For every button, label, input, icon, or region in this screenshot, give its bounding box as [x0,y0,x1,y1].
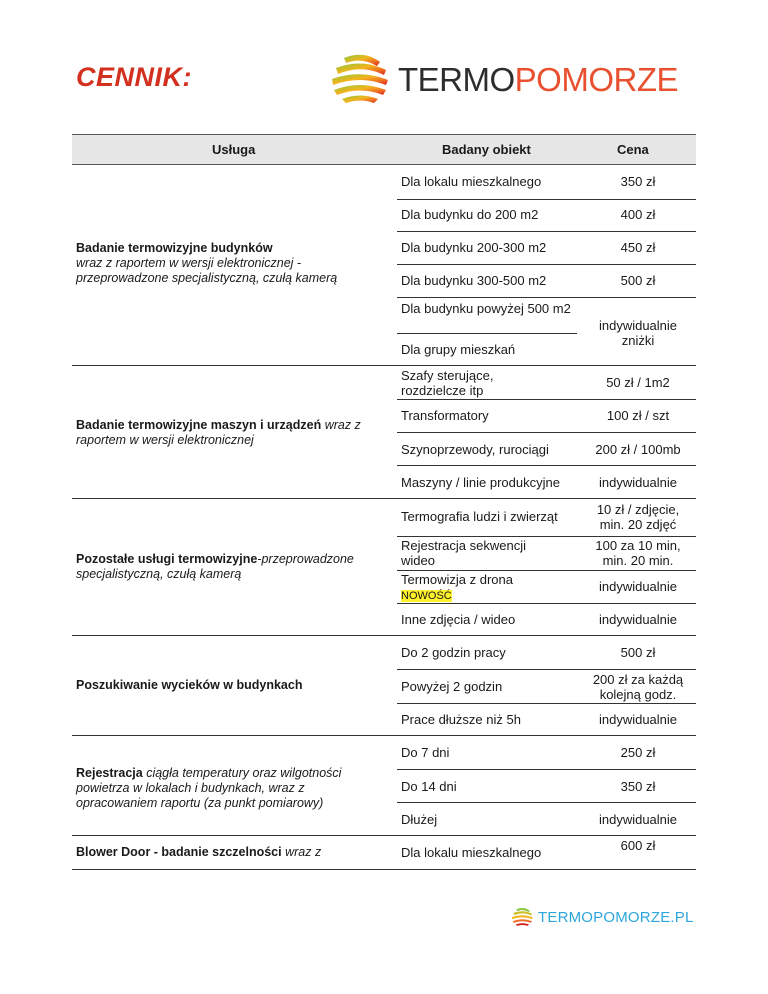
object-cell: Maszyny / linie produkcyjne [401,475,560,490]
price-cell: indywidualnie [598,475,678,490]
row-divider [397,297,696,298]
row-divider [397,802,696,803]
object-cell: Dłużej [401,812,438,827]
object-cell: Do 14 dni [401,779,457,794]
price-cell: 100 zł / szt [606,408,670,423]
object-cell: Do 7 dni [401,745,450,760]
object-cell: Dla budynku do 200 m2 [401,207,539,222]
brand-word-pomorze: POMORZE [514,60,679,98]
object-cell: Transformatory [401,408,489,423]
price-cell: 250 zł [620,745,656,760]
object-cell: Termografia ludzi i zwierząt [401,509,558,524]
service-buildings: Badanie termowizyjne budynków wraz z raportem w wersji elektronicznej - przeprowadzone specjalistyczną, czułą kamerą [76,241,338,285]
footer-website-link[interactable]: TERMOPOMORZE.PL [538,908,694,926]
header-price: Cena [617,142,649,157]
header-service: Usługa [212,142,256,157]
row-divider [397,333,577,334]
object-cell: Dla budynku 300-500 m2 [401,273,547,288]
row-divider [397,199,696,200]
object-cell: Szafy sterujące, rozdzielcze itp [401,368,494,398]
object-cell: Dla grupy mieszkań [401,342,516,357]
object-cell: Dla budynku 200-300 m2 [401,240,547,255]
new-badge: NOWOŚĆ [401,590,452,602]
object-cell: Do 2 godzin pracy [401,645,506,660]
section-divider [72,498,696,499]
price-cell: 400 zł [620,207,656,222]
price-cell: 50 zł / 1m2 [606,375,670,390]
price-cell: 100 za 10 min, min. 20 min. [595,538,681,568]
striped-sphere-icon [510,907,534,927]
section-divider [72,635,696,636]
brand-wordmark [398,60,679,98]
price-cell-merged: indywidualnie zniżki [598,318,678,348]
footer-brand [510,907,694,927]
price-cell: indywidualnie [598,579,678,594]
row-divider [397,669,696,670]
row-divider [397,231,696,232]
header-object: Badany obiekt [442,142,531,157]
price-cell: 500 zł [620,645,656,660]
object-cell: Dla lokalu mieszkalnego [401,174,542,189]
object-cell: Szynoprzewody, rurociągi [401,442,549,457]
price-cell: 350 zł [620,779,656,794]
table-bottom-border [72,869,696,870]
row-divider [397,264,696,265]
striped-sphere-icon [330,52,388,106]
row-divider [397,432,696,433]
service-blower-door: Blower Door - badanie szczelności wraz z [76,845,322,859]
section-divider [72,835,696,836]
price-cell: indywidualnie [598,712,678,727]
price-cell: 500 zł [620,273,656,288]
price-cell: 10 zł / zdjęcie, min. 20 zdjęć [596,502,680,532]
row-divider [397,703,696,704]
price-cell: 200 zł / 100mb [595,442,681,457]
section-divider [72,735,696,736]
service-other: Pozostałe usługi termowizyjne-przeprowadzone specjalistyczną, czułą kamerą [76,552,354,581]
brand-word-termo: TERMO [398,60,515,98]
price-cell: 350 zł [620,174,656,189]
object-cell: Dla lokalu mieszkalnego [401,845,542,860]
service-recording: Rejestracja ciągła temperatury oraz wilgotności powietrza w lokalach i budynkach, wraz z opracowaniem raportu (za punkt pomiarowy) [76,766,342,810]
object-cell: Termowizja z drona [401,572,513,587]
object-cell: Prace dłuższe niż 5h [401,712,521,727]
object-cell: Dla budynku powyżej 500 m2 [401,301,571,316]
row-divider [397,399,696,400]
table-header [72,134,696,165]
price-cell: indywidualnie [598,812,678,827]
row-divider [397,465,696,466]
price-cell: 450 zł [620,240,656,255]
page-title: CENNIK: [76,62,192,92]
price-cell: indywidualnie [598,612,678,627]
brand-logo [330,52,678,106]
object-cell: Powyżej 2 godzin [401,679,503,694]
service-leaks: Poszukiwanie wycieków w budynkach [76,678,303,692]
object-cell: Rejestracja sekwencji wideo [401,538,526,568]
row-divider [397,536,696,537]
row-divider [397,769,696,770]
price-cell: 200 zł za każdą kolejną godz. [592,672,684,702]
service-machines: Badanie termowizyjne maszyn i urządzeń wraz z raportem w wersji elektronicznej [76,418,361,447]
section-divider [72,365,696,366]
object-cell: Inne zdjęcia / wideo [401,612,516,627]
price-cell: 600 zł [620,838,656,853]
row-divider [397,570,696,571]
